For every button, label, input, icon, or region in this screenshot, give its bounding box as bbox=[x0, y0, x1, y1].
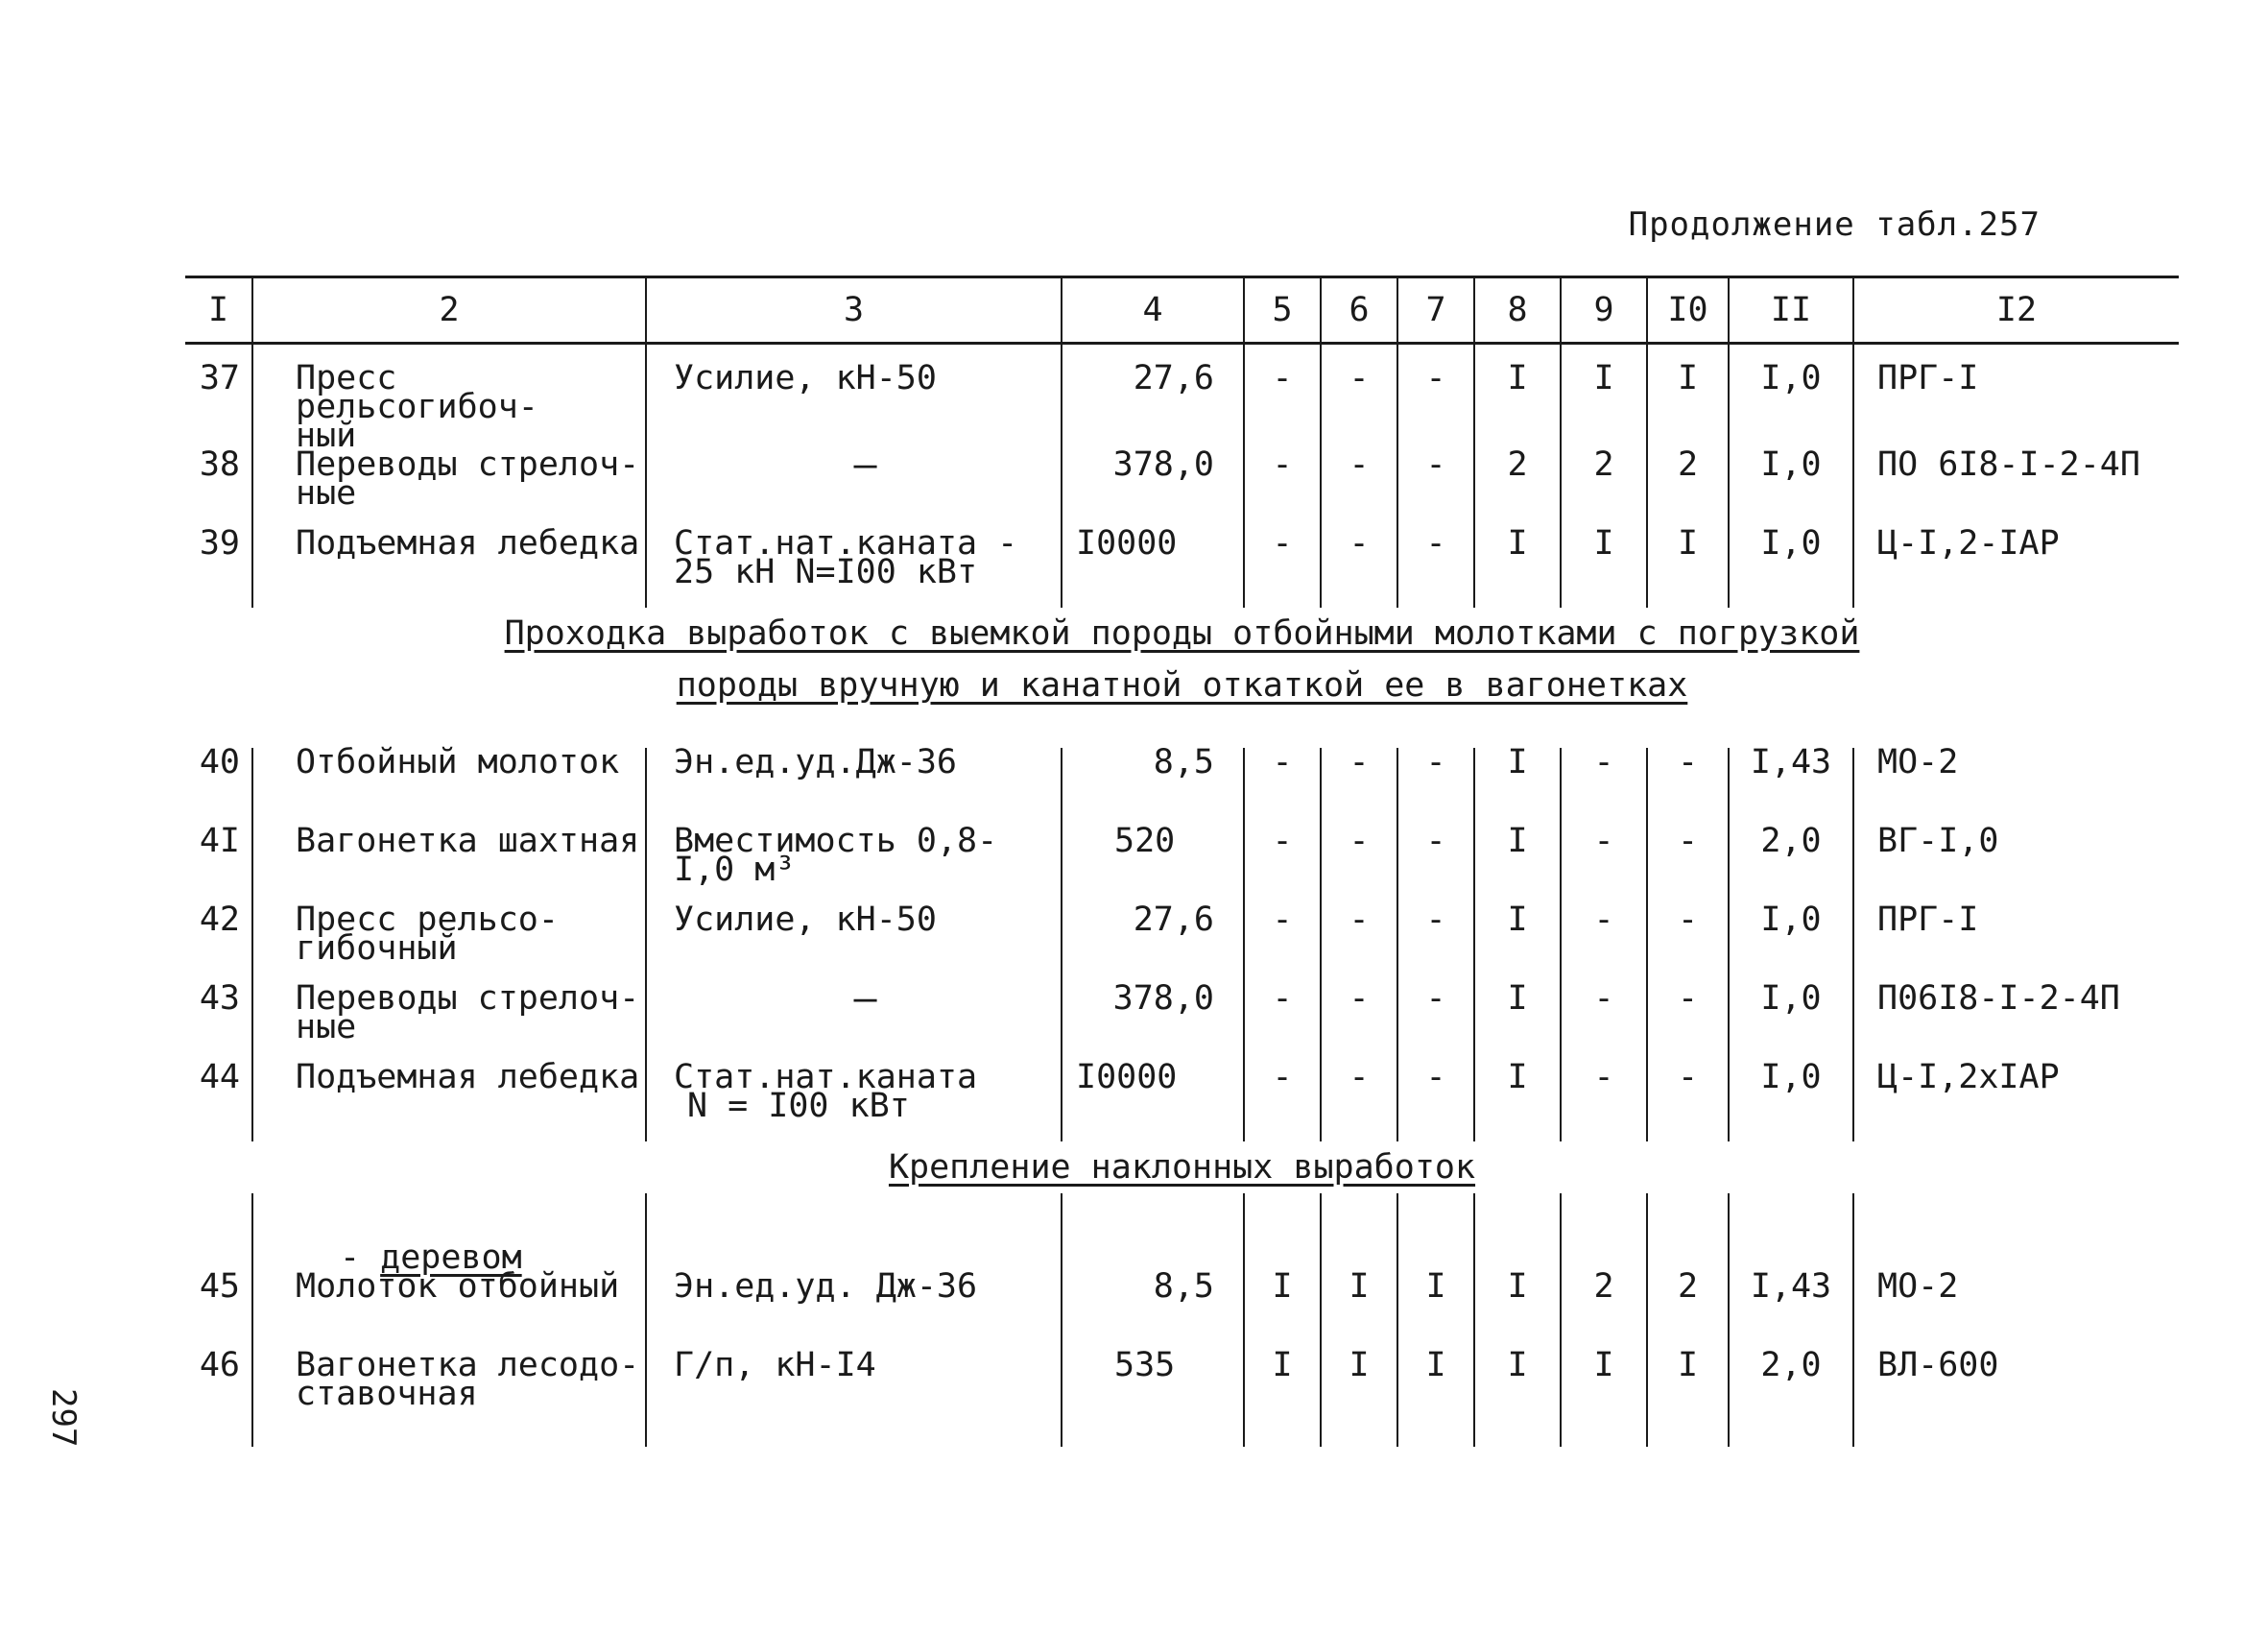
cell-col9: I bbox=[1561, 1351, 1647, 1447]
cell-col9: - bbox=[1561, 905, 1647, 984]
cell-model-code: П06I8-I-2-4П bbox=[1853, 984, 2179, 1063]
table-row bbox=[185, 344, 2179, 451]
cell-col11: 2,0 bbox=[1729, 1351, 1853, 1447]
cell-col10: I bbox=[1647, 344, 1729, 451]
cell-col11: I,0 bbox=[1729, 344, 1853, 451]
cell-col7: - bbox=[1397, 905, 1474, 984]
col-header: 7 bbox=[1397, 277, 1474, 344]
cell-col10: I bbox=[1647, 529, 1729, 608]
cell-model-code: ВГ-I,0 bbox=[1853, 827, 2179, 905]
equipment-parameter: Стат.нат.каната N = I00 кВт bbox=[646, 1063, 1062, 1141]
equipment-name: Переводы стрелоч- ные bbox=[252, 450, 646, 529]
col-header: II bbox=[1729, 277, 1853, 344]
cell-model-code: Ц-I,2-IАР bbox=[1853, 529, 2179, 608]
cell-col6: - bbox=[1321, 344, 1397, 451]
col-header: 8 bbox=[1474, 277, 1561, 344]
row-number: 45 bbox=[199, 1267, 240, 1306]
cell-col10: I bbox=[1647, 1351, 1729, 1447]
cell-col11: I,43 bbox=[1729, 748, 1853, 827]
row-number: 40 bbox=[199, 743, 240, 781]
cell-col5: - bbox=[1244, 827, 1321, 905]
cell-col7: - bbox=[1397, 344, 1474, 451]
cell-col8: I bbox=[1474, 984, 1561, 1063]
cell-col9: I bbox=[1561, 529, 1647, 608]
cell-col9: - bbox=[1561, 1063, 1647, 1141]
cell-col8: I bbox=[1474, 905, 1561, 984]
equipment-name: Вагонетка шахтная bbox=[252, 827, 646, 905]
cell-col7: - bbox=[1397, 529, 1474, 608]
cell-model-code: ПРГ-I bbox=[1853, 905, 2179, 984]
cell-col8: I bbox=[1474, 529, 1561, 608]
cell-col11: I,0 bbox=[1729, 984, 1853, 1063]
equipment-name: Отбойный молоток bbox=[252, 748, 646, 827]
cell-col6: I bbox=[1321, 1351, 1397, 1447]
cell-col9: 2 bbox=[1561, 450, 1647, 529]
cell-col8: I bbox=[1474, 344, 1561, 451]
cell-col5: - bbox=[1244, 344, 1321, 451]
table-row bbox=[185, 1272, 2179, 1351]
col-header: 6 bbox=[1321, 277, 1397, 344]
cell-power: 520 bbox=[1062, 827, 1244, 905]
cell-col6: I bbox=[1321, 1272, 1397, 1351]
equipment-parameter: Усилие, кН-50 bbox=[646, 344, 1062, 451]
row-number: 37 bbox=[199, 359, 240, 397]
cell-power: I0000 bbox=[1062, 1063, 1244, 1141]
section-heading-row bbox=[185, 660, 2179, 711]
cell-model-code: МО-2 bbox=[1853, 748, 2179, 827]
cell-col7: - bbox=[1397, 827, 1474, 905]
col-header: I2 bbox=[1853, 277, 2179, 344]
cell-col10: - bbox=[1647, 748, 1729, 827]
cell-model-code: МО-2 bbox=[1853, 1272, 2179, 1351]
section-heading: Крепление наклонных выработок bbox=[888, 1148, 1476, 1187]
col-header: 3 bbox=[646, 277, 1062, 344]
equipment-name: Подъемная лебедка bbox=[252, 529, 646, 608]
table-row bbox=[185, 827, 2179, 905]
equipment-name: Вагонетка лесодо- ставочная bbox=[252, 1351, 646, 1447]
section-heading-row bbox=[185, 608, 2179, 660]
section-heading-row bbox=[185, 1141, 2179, 1193]
cell-power: 8,5 bbox=[1062, 1272, 1244, 1351]
cell-col5: I bbox=[1244, 1351, 1321, 1447]
cell-col7: I bbox=[1397, 1351, 1474, 1447]
cell-col11: I,0 bbox=[1729, 450, 1853, 529]
cell-col7: I bbox=[1397, 1272, 1474, 1351]
cell-col7: - bbox=[1397, 450, 1474, 529]
equipment-parameter: Эн.ед.уд. Дж-36 bbox=[646, 1272, 1062, 1351]
cell-col9: 2 bbox=[1561, 1272, 1647, 1351]
cell-col5: - bbox=[1244, 748, 1321, 827]
equipment-parameter: Г/п, кН-I4 bbox=[646, 1351, 1062, 1447]
cell-col6: - bbox=[1321, 905, 1397, 984]
row-number: 46 bbox=[199, 1346, 240, 1384]
table-row bbox=[185, 529, 2179, 608]
cell-col10: - bbox=[1647, 984, 1729, 1063]
cell-col10: - bbox=[1647, 905, 1729, 984]
section-heading-line1: Проходка выработок с выемкой породы отбойными молотками с погрузкой bbox=[504, 614, 1860, 653]
col-header: I bbox=[185, 277, 252, 344]
cell-col5: - bbox=[1244, 984, 1321, 1063]
cell-col5: - bbox=[1244, 1063, 1321, 1141]
cell-col11: 2,0 bbox=[1729, 827, 1853, 905]
cell-col8: I bbox=[1474, 1351, 1561, 1447]
cell-col8: 2 bbox=[1474, 450, 1561, 529]
table-row bbox=[185, 1063, 2179, 1141]
equipment-parameter: — bbox=[646, 450, 1062, 529]
cell-col5: - bbox=[1244, 450, 1321, 529]
cell-col5: - bbox=[1244, 529, 1321, 608]
subsection-row bbox=[185, 1193, 2179, 1272]
cell-col5: - bbox=[1244, 905, 1321, 984]
cell-power: 8,5 bbox=[1062, 748, 1244, 827]
col-header: 2 bbox=[252, 277, 646, 344]
cell-col9: - bbox=[1561, 827, 1647, 905]
cell-col11: I,43 bbox=[1729, 1272, 1853, 1351]
cell-col6: - bbox=[1321, 450, 1397, 529]
cell-col7: - bbox=[1397, 748, 1474, 827]
table-row bbox=[185, 748, 2179, 827]
cell-col8: I bbox=[1474, 827, 1561, 905]
cell-model-code: ВЛ-600 bbox=[1853, 1351, 2179, 1447]
row-number: 38 bbox=[199, 445, 240, 484]
cell-col7: - bbox=[1397, 984, 1474, 1063]
equipment-parameter: Вместимость 0,8- I,0 м³ bbox=[646, 827, 1062, 905]
equipment-table bbox=[185, 276, 2179, 1447]
cell-model-code: ПО 6I8-I-2-4П bbox=[1853, 450, 2179, 529]
cell-model-code: ПРГ-I bbox=[1853, 344, 2179, 451]
equipment-name: Подъемная лебедка bbox=[252, 1063, 646, 1141]
cell-col9: - bbox=[1561, 748, 1647, 827]
header-row bbox=[185, 277, 2179, 344]
row-number: 4I bbox=[199, 822, 240, 860]
table-row bbox=[185, 984, 2179, 1063]
equipment-parameter: — bbox=[646, 984, 1062, 1063]
cell-model-code: Ц-I,2хIАР bbox=[1853, 1063, 2179, 1141]
cell-col7: - bbox=[1397, 1063, 1474, 1141]
equipment-name: Молоток отбойный bbox=[252, 1272, 646, 1351]
cell-power: 378,0 bbox=[1062, 984, 1244, 1063]
cell-col9: - bbox=[1561, 984, 1647, 1063]
cell-col5: I bbox=[1244, 1272, 1321, 1351]
cell-col10: 2 bbox=[1647, 450, 1729, 529]
cell-power: 378,0 bbox=[1062, 450, 1244, 529]
cell-col11: I,0 bbox=[1729, 905, 1853, 984]
cell-col8: I bbox=[1474, 1272, 1561, 1351]
equipment-name: Пресс рельсогибоч- ный bbox=[252, 344, 646, 451]
equipment-parameter: Усилие, кН-50 bbox=[646, 905, 1062, 984]
row-number: 39 bbox=[199, 524, 240, 563]
cell-power: 27,6 bbox=[1062, 905, 1244, 984]
equipment-name: Пресс рельсо- гибочный bbox=[252, 905, 646, 984]
table-caption: Продолжение табл.257 bbox=[1628, 205, 2041, 244]
cell-col6: - bbox=[1321, 1063, 1397, 1141]
cell-col10: - bbox=[1647, 827, 1729, 905]
cell-col9: I bbox=[1561, 344, 1647, 451]
cell-col8: I bbox=[1474, 1063, 1561, 1141]
row-number: 44 bbox=[199, 1058, 240, 1096]
cell-col10: - bbox=[1647, 1063, 1729, 1141]
cell-col6: - bbox=[1321, 827, 1397, 905]
cell-col6: - bbox=[1321, 529, 1397, 608]
col-header: 4 bbox=[1062, 277, 1244, 344]
page-number: 297 bbox=[44, 1388, 83, 1448]
cell-col8: I bbox=[1474, 748, 1561, 827]
table-row bbox=[185, 1351, 2179, 1447]
subsection-heading: - деревом bbox=[252, 1193, 646, 1272]
col-header: I0 bbox=[1647, 277, 1729, 344]
cell-power: 27,6 bbox=[1062, 344, 1244, 451]
row-number: 42 bbox=[199, 901, 240, 939]
equipment-parameter: Стат.нат.каната - 25 кН N=I00 кВт bbox=[646, 529, 1062, 608]
cell-col11: I,0 bbox=[1729, 1063, 1853, 1141]
equipment-name: Переводы стрелоч- ные bbox=[252, 984, 646, 1063]
equipment-parameter: Эн.ед.уд.Дж-36 bbox=[646, 748, 1062, 827]
table-row bbox=[185, 905, 2179, 984]
table-row bbox=[185, 450, 2179, 529]
cell-col10: 2 bbox=[1647, 1272, 1729, 1351]
cell-power: 535 bbox=[1062, 1351, 1244, 1447]
section-heading-line2: породы вручную и канатной откаткой ее в вагонетках bbox=[676, 666, 1688, 705]
row-number: 43 bbox=[199, 979, 240, 1018]
cell-col11: I,0 bbox=[1729, 529, 1853, 608]
cell-col6: - bbox=[1321, 984, 1397, 1063]
col-header: 9 bbox=[1561, 277, 1647, 344]
col-header: 5 bbox=[1244, 277, 1321, 344]
cell-col6: - bbox=[1321, 748, 1397, 827]
cell-power: I0000 bbox=[1062, 529, 1244, 608]
